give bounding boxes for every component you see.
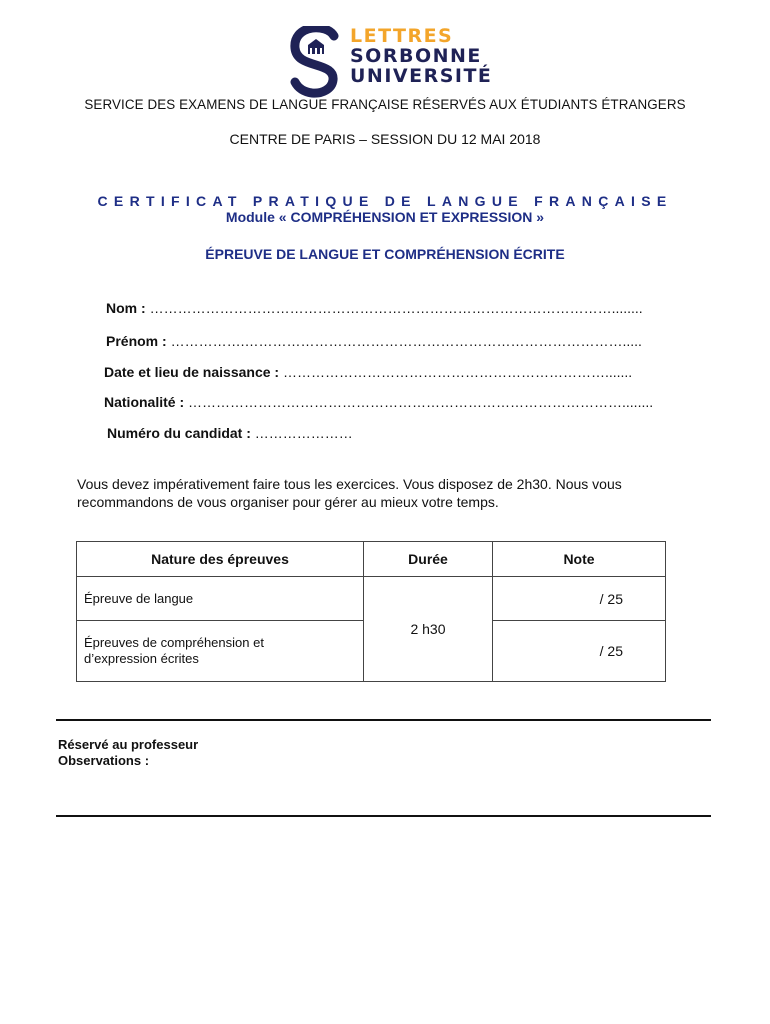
logo-line-sorbonne: SORBONNE xyxy=(350,45,482,67)
nationalite-blank[interactable]: …………………………………………………………………………………........ xyxy=(188,394,654,410)
observations-label: Observations : xyxy=(58,753,150,768)
logo-line-universite: UNIVERSITÉ xyxy=(350,65,493,87)
header-nature: Nature des épreuves xyxy=(77,542,364,577)
prenom-blank[interactable]: …………….………………………………………………………………………..... xyxy=(170,333,642,349)
note-cell-langue[interactable]: / 25 xyxy=(493,577,666,621)
table-header-row xyxy=(77,542,666,577)
numero-label: Numéro du candidat : xyxy=(107,425,251,441)
nature-comprehension-line-2: d’expression écrites xyxy=(84,651,199,666)
nationalite-label: Nationalité : xyxy=(104,394,185,410)
divider-bottom xyxy=(56,815,711,817)
epreuve-title: ÉPREUVE DE LANGUE ET COMPRÉHENSION ÉCRITE xyxy=(205,246,565,262)
university-logo xyxy=(290,25,493,98)
reserve-section xyxy=(58,737,198,769)
note-cell-comprehension[interactable]: / 25 xyxy=(493,621,666,682)
certificate-title: CERTIFICAT PRATIQUE DE LANGUE FRANÇAISE xyxy=(97,193,673,209)
prenom-field[interactable] xyxy=(106,333,642,349)
table-row xyxy=(77,577,666,621)
prenom-label: Prénom : xyxy=(106,333,167,349)
naissance-label: Date et lieu de naissance : xyxy=(104,364,280,380)
header-duree: Durée xyxy=(364,542,493,577)
instructions-line-2: recommandons de vous organiser pour gérer au mieux votre temps. xyxy=(77,494,499,510)
header-note: Note xyxy=(493,542,666,577)
instructions xyxy=(77,475,697,511)
nom-blank[interactable]: ………………………………………………………………………………………........ xyxy=(149,300,643,316)
nom-field[interactable] xyxy=(106,300,643,316)
nature-comprehension-line-1: Épreuves de compréhension et xyxy=(84,635,264,650)
instructions-line-1: Vous devez impérativement faire tous les exercices. Vous disposez de 2h30. Nous vous xyxy=(77,476,622,492)
session-heading: CENTRE DE PARIS – SESSION DU 12 MAI 2018 xyxy=(229,131,541,147)
duree-cell: 2 h30 xyxy=(364,577,493,682)
naissance-blank[interactable]: ……………………………………………………………....... xyxy=(282,364,633,380)
divider-top xyxy=(56,719,711,721)
naissance-field[interactable] xyxy=(104,364,632,380)
sorbonne-emblem-icon xyxy=(290,26,344,98)
service-heading: SERVICE DES EXAMENS DE LANGUE FRANÇAISE RÉSERVÉS AUX ÉTUDIANTS ÉTRANGERS xyxy=(84,97,686,112)
nationalite-field[interactable] xyxy=(104,394,653,410)
nom-label: Nom : xyxy=(106,300,146,316)
score-table xyxy=(76,541,666,682)
reserve-title: Réservé au professeur xyxy=(58,737,199,752)
numero-blank[interactable]: ………………… xyxy=(254,425,353,441)
module-title: Module « COMPRÉHENSION ET EXPRESSION » xyxy=(225,209,545,225)
logo-line-lettres: LETTRES xyxy=(350,25,454,47)
numero-field[interactable] xyxy=(107,425,353,441)
nature-cell-langue: Épreuve de langue xyxy=(77,577,364,621)
nature-cell-comprehension xyxy=(77,621,364,682)
